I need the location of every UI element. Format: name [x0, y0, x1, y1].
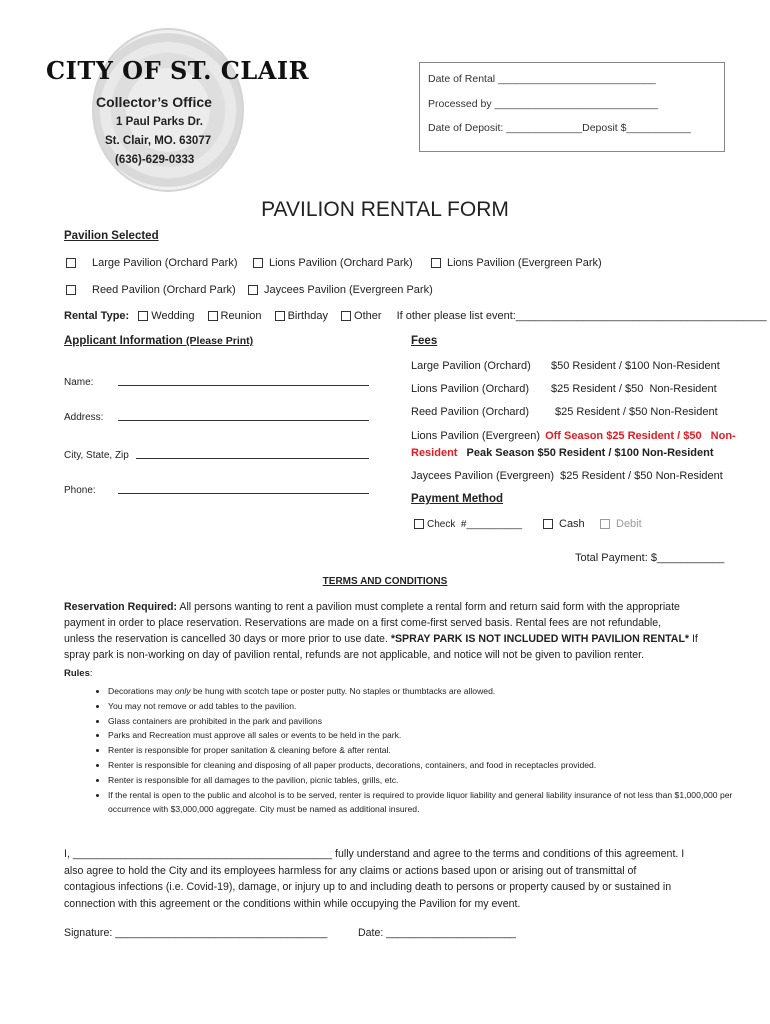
pavilion-option-lions-orchard[interactable]: Lions Pavilion (Orchard Park) [253, 257, 413, 269]
signature-field[interactable]: Signature: ____________________________________ [64, 927, 328, 939]
pavilion-option-reed-orchard[interactable]: Reed Pavilion (Orchard Park) [66, 284, 236, 296]
checkbox-icon[interactable] [248, 285, 258, 295]
agreement-name-field[interactable]: I, ____________________________________________ fully understand and agree to the terms and conditions of this agreement. I [64, 848, 685, 860]
other-event-field[interactable]: If other please list event:_________________________________________ [396, 310, 767, 322]
fee-large-orchard-price: $50 Resident / $100 Non-Resident [551, 360, 720, 372]
phone-input-line[interactable] [118, 493, 369, 494]
rental-type-reunion[interactable]: Reunion [208, 310, 262, 322]
rental-type-wedding[interactable]: Wedding [138, 310, 194, 322]
phone-label: Phone: [64, 485, 96, 496]
fee-lions-evergreen-line1: Lions Pavilion (Evergreen) Off Season $25 Resident / $50 Non- [411, 430, 736, 442]
checkbox-icon[interactable] [275, 311, 285, 321]
list-item: • If the rental is open to the public and alcohol is to be served, renter is required to provide liquor liability and general liability insurance of not less than $1,000,000 per occurrence with $3,000,000 aggregate. City must be named as additional insured. [108, 788, 762, 818]
payment-check-option[interactable]: Check #__________ [414, 519, 522, 530]
checkbox-icon[interactable] [543, 519, 553, 529]
city-state-zip-input-line[interactable] [136, 458, 369, 459]
checkbox-icon[interactable] [253, 258, 263, 268]
pavilion-option-jaycees-evergreen[interactable]: Jaycees Pavilion (Evergreen Park) [248, 284, 433, 296]
list-item: • Parks and Recreation must approve all sales or events to be held in the park. [108, 728, 762, 743]
checkbox-icon[interactable] [66, 285, 76, 295]
checkbox-icon[interactable] [341, 311, 351, 321]
collectors-office: Collector’s Office [96, 94, 212, 110]
list-item: • Renter is responsible for proper sanitation & cleaning before & after rental. [108, 743, 762, 758]
checkbox-icon[interactable] [414, 519, 424, 529]
address-line-2: St. Clair, MO. 63077 [105, 135, 212, 147]
address-line-1: 1 Paul Parks Dr. [116, 116, 203, 128]
fee-lions-orchard-price: $25 Resident / $50 Non-Resident [551, 383, 717, 395]
address-input-line[interactable] [118, 420, 369, 421]
checkbox-icon[interactable] [66, 258, 76, 268]
checkbox-icon[interactable] [600, 519, 610, 529]
list-item: • Decorations may only be hung with scotch tape or poster putty. No staples or thumbtacks are allowed. [108, 684, 762, 699]
name-input-line[interactable] [118, 385, 369, 386]
office-use-box [419, 62, 725, 152]
payment-debit-option[interactable]: Debit [600, 518, 642, 530]
phone-number: (636)-629-0333 [115, 154, 195, 166]
city-state-zip-label: City, State, Zip [64, 450, 129, 461]
processed-by-field[interactable]: Processed by ____________________________ [428, 98, 659, 110]
fee-large-orchard-name: Large Pavilion (Orchard) [411, 360, 531, 372]
reservation-paragraph: Reservation Required: All persons wanting to rent a pavilion must complete a rental form and return said form with the appropriate payment in order to place reservation. Reservations are made on a first come-first served basis. Rental fees are not refundable, unless the reservation is cancelled 30 days or more prior to use date. *SPRAY PARK IS NOT INCLUDED WITH PAVILION RENTAL* If spray park is non-working on day of pavilion rental, refunds are not applicable, and notice will not be given to pavilion renter. [64, 601, 698, 661]
payment-method-heading: Payment Method [411, 493, 504, 505]
rules-label: Rules: [64, 668, 93, 679]
rental-type-label: Rental Type: [64, 310, 130, 322]
pavilion-option-lions-evergreen[interactable]: Lions Pavilion (Evergreen Park) [431, 257, 602, 269]
list-item: • Renter is responsible for cleaning and disposing of all paper products, decorations, containers, and food in receptacles provided. [108, 758, 762, 773]
date-of-rental-field[interactable]: Date of Rental ___________________________ [428, 73, 656, 85]
list-item: • Glass containers are prohibited in the park and pavilions [108, 714, 762, 729]
fee-reed-orchard-name: Reed Pavilion (Orchard) [411, 406, 529, 418]
signature-date-field[interactable]: Date: ______________________ [358, 927, 516, 939]
checkbox-icon[interactable] [208, 311, 218, 321]
checkbox-icon[interactable] [431, 258, 441, 268]
form-title: PAVILION RENTAL FORM [261, 198, 509, 221]
rental-type-row [64, 310, 767, 322]
pavilion-option-large-orchard[interactable]: Large Pavilion (Orchard Park) [66, 257, 238, 269]
applicant-info-heading: Applicant Information (Please Print) [64, 335, 254, 347]
payment-cash-option[interactable]: Cash [543, 518, 585, 530]
fee-jaycees-evergreen: Jaycees Pavilion (Evergreen) $25 Resident / $50 Non-Resident [411, 470, 723, 482]
agreement-paragraph: I, ____________________________________________ fully understand and agree to the terms and conditions of this agreement. I also agree to hold the City and its employees harmless for any claims or actions based upon or arising out of transmittal of contagious infections (i.e. Covid-19), damage, or injury up to and including death to persons or property caused by or sustained in connection with this agreement or the conditions within while occupying the Pavilion for my event. [64, 846, 754, 912]
city-name: CITY OF ST. CLAIR [46, 56, 310, 85]
rental-type-birthday[interactable]: Birthday [275, 310, 328, 322]
city-seal [92, 28, 244, 192]
rules-list [90, 684, 762, 817]
list-item: • You may not remove or add tables to the pavilion. [108, 699, 762, 714]
fee-lions-orchard-name: Lions Pavilion (Orchard) [411, 383, 529, 395]
name-label: Name: [64, 377, 94, 388]
pavilion-selected-heading: Pavilion Selected [64, 230, 159, 242]
address-label: Address: [64, 412, 104, 423]
rental-type-other[interactable]: Other [341, 310, 382, 322]
fee-reed-orchard-price: $25 Resident / $50 Non-Resident [555, 406, 718, 418]
fee-lions-evergreen-line2: Resident Peak Season $50 Resident / $100 Non-Resident [411, 447, 714, 459]
list-item: • Renter is responsible for all damages to the pavilion, picnic tables, grills, etc. [108, 773, 762, 788]
checkbox-icon[interactable] [138, 311, 148, 321]
date-of-deposit-field[interactable]: Date of Deposit: _____________Deposit $___________ [428, 122, 691, 134]
fees-heading: Fees [411, 335, 438, 347]
total-payment-field[interactable]: Total Payment: $___________ [575, 552, 725, 564]
terms-heading: TERMS AND CONDITIONS [322, 576, 448, 587]
